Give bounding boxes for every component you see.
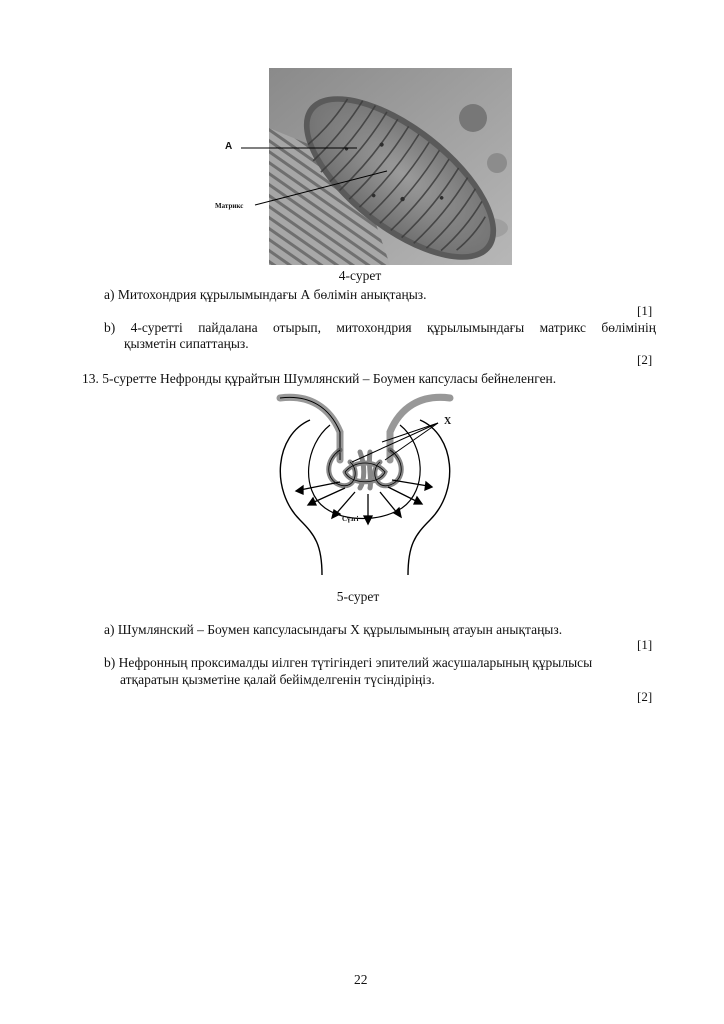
q12-b-line2: қызметін сипаттаңыз. (124, 336, 249, 351)
label-filter: Сүзгі (342, 515, 359, 523)
page-number: 22 (354, 972, 368, 987)
label-x: X (444, 416, 452, 427)
bowman-capsule-diagram (270, 390, 470, 580)
q13-b-line2: атқаратын қызметіне қалай бейімделгенін түсіндіріңіз. (120, 672, 435, 687)
q12-a-text: a) Митохондрия құрылымындағы А бөлімін анықтаңыз. (104, 287, 427, 302)
figure-4-caption: 4-сурет (338, 268, 382, 283)
q13-b-mark: [2] (637, 689, 653, 704)
q12-b-line1: b) 4-суретті пайдалана отырып, митохондрия құрылымындағы матрикс бөлімінің (104, 320, 656, 335)
figure-5-caption: 5-сурет (336, 589, 380, 604)
q13-a-text: a) Шумлянский – Боумен капсуласындағы Х құрылымының атауын анықтаңыз. (104, 622, 563, 637)
q12-a-mark: [1] (637, 303, 653, 318)
q13-intro: 13. 5-суретте Нефронды құрайтын Шумлянский – Боумен капсуласы бейнеленген. (82, 371, 557, 386)
label-a: A (225, 141, 233, 152)
figure-5 (270, 390, 470, 580)
q12-b-mark: [2] (637, 352, 653, 367)
q13-b-line1: b) Нефронның проксималды иілген түтігіндегі эпителий жасушаларының құрылысы (104, 655, 593, 670)
q13-a-mark: [1] (637, 637, 653, 652)
mitochondrion-micrograph (215, 68, 515, 268)
label-matrix: Матрикс (215, 202, 244, 210)
figure-4 (215, 68, 515, 268)
